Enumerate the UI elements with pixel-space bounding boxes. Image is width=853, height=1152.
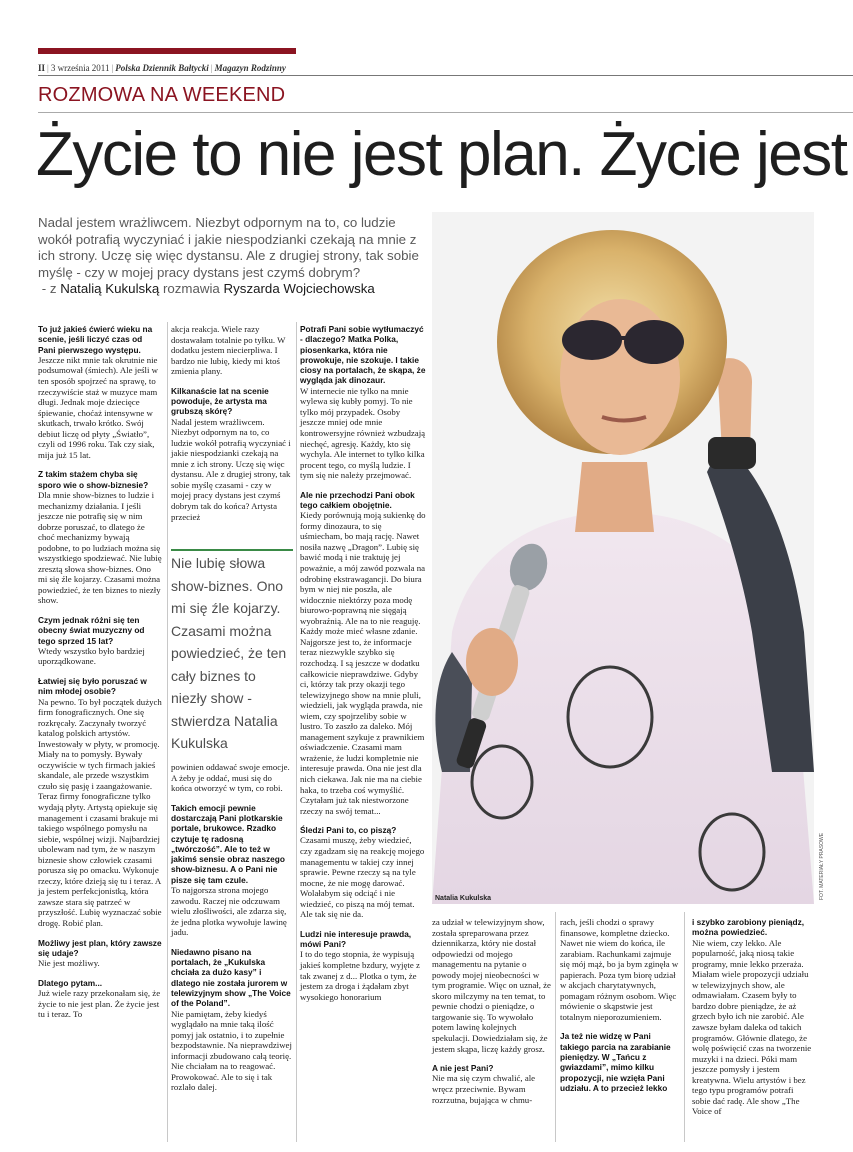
article-column-5	[560, 917, 681, 1093]
question: Takich emocji pewnie dostarczają Pani plotkarskie portale, brukowce. Rzadko czytuje tę radosną „twórczość”. Ale to też w jakimś sensie obraz naszego show-biznesu. A o Pani nie pisze się tam czule.	[171, 802, 285, 885]
answer: Czasami muszę, żeby wiedzieć, czy zgadzam się na reakcję mojego managementu w takiej czy innej sprawie. Pewne rzeczy są na tyle mocne, że nie mogę darować. Wolałabym się odciąć i nie wiedzieć, co piszą na mój temat. Ale tak się nie da.	[300, 835, 425, 920]
author-name: Ryszarda Wojciechowska	[223, 281, 375, 297]
newspaper-name: Polska Dziennik Bałtycki	[115, 63, 209, 73]
portrait-illustration	[432, 212, 814, 904]
answer: Nadal jestem wrażliwcem. Niezbyt odpornym na to, co ludzie wokół potrafią wyczyniać i jakie niespodzianki czekają na mnie z ich strony. Uczę się więc dystansu. Ale z drugiej strony, tak sobie myślę czasami - czy w mojej pracy dystans jest czymś dobrym tak do końca? Artysta przecież	[171, 416, 291, 522]
section-rule	[38, 112, 853, 113]
portrait-photo	[432, 212, 814, 904]
pull-quote-rule	[171, 549, 293, 551]
question: Łatwiej się było poruszać w nim młodej osobie?	[38, 675, 147, 697]
question: Kilkanaście lat na scenie powoduje, że artysta ma grubszą skórę?	[171, 385, 269, 417]
answer: Nie ma się czym chwalić, ale wręcz przeciwnie. Bywam rozrzutna, bujająca w chmu-	[432, 1073, 536, 1105]
column-rule	[296, 322, 297, 1142]
question: i szybko zarobiony pieniądz, można powiedzieć.	[692, 917, 805, 938]
question: To już jakieś ćwierć wieku na scenie, jeśli liczyć czas od Pani pierwszego występu.	[38, 324, 153, 355]
answer: Nie jest możliwy.	[38, 958, 100, 969]
byline: - z Natalią Kukulską rozmawia Ryszarda Wojciechowska	[41, 281, 375, 297]
question: Dlatego pytam...	[38, 977, 103, 988]
top-accent-bar	[38, 48, 296, 54]
question: A nie jest Pani?	[432, 1063, 494, 1074]
photo-credit: FOT. MATERIAŁY PRASOWE	[819, 832, 825, 900]
column-rule	[555, 912, 556, 1142]
magazine-name: Magazyn Rodzinny	[214, 63, 286, 73]
lead-paragraph	[38, 215, 426, 298]
question: Ja też nie widzę w Pani takiego parcia na zarabianie pieniędzy. W „Tańcu z gwiazdami”, mimo kilku propozycji, nie wzięła Pani udziału. A to przecież lekko	[560, 1031, 671, 1093]
answer: rach, jeśli chodzi o sprawy finansowe, kompletne dziecko. Nawet nie wiem do końca, ile zarabiam. Rachunkami zajmuje się mój mąż, bo ja bym zginęła w papierach. Poza tym biorę udział w akcjach charytatywnych, pomagam różnym osobom. Więc mówienie o skąpstwie jest totalnym nieporozumieniem.	[560, 917, 679, 1022]
page-number: II	[38, 63, 46, 73]
photo-caption: Natalia Kukulska	[435, 895, 492, 902]
question: Niedawno pisano na portalach, że „Kukulska chciała za dużo kasy” i dlatego nie została jurorem w telewizyjnym show „The Voice of the Poland”.	[171, 946, 291, 1009]
article-column-4	[432, 917, 552, 1105]
answer: Kiedy porównują moją sukienkę do formy dinozaura, to się uśmiecham, bo mają rację. Nawet nosiła nazwę „Dragon”. Lubię się bawić modą i nie traktuję jej poważnie, a mój zawód pozwala na odrobinę ekstrawagancji. Do biura bym w niej nie poszła, ale widocznie niektórzy poza modę biurowo-poprawną nie sięgają wyobraźnią. Ale na to nie reaguję. Każdy może mieć własne zdanie. Najgorsze jest to, że informacje teraz niezwykle szybko się rozchodzą. I są jeszcze w dodatku całkowicie nieprawdziwe. Gdyby ci, którzy tak przy okazji tego telewizyjnego show na mnie pluli, wiedzieli, jak wygląda prawda, nie wiem, czy spojrzeliby sobie w lustro. To zaszło za daleko. Mój management szykuje z prawnikiem oświadczenie. Czasami mam wrażenie, że ludzi kompletnie nie interesuje prawda. Ona nie jest dla nich ciekawa. Jak nie ma na ciebie haka, to trzeba coś wymyślić. Czytałam już tak niestworzone rzeczy na swój temat...	[300, 510, 426, 816]
answer: powinien oddawać swoje emocje. A żeby je oddać, musi się do końca otworzyć w tym, co robi.	[171, 762, 290, 794]
question: Ale nie przechodzi Pani obok tego całkiem obojętnie.	[300, 489, 415, 510]
article-column-3	[300, 324, 426, 1002]
answer: W internecie nie tylko na mnie wylewa się kubły pomyj. To nie tylko mój przypadek. Osoby jeszcze mniej ode mnie kontrowersyjne również wzbudzają niechęć, agresję. Każdy, kto się wychyla. Ale internet to tylko kilka procent tego, co myślą ludzie. I tym się nie należy przejmować.	[300, 385, 426, 481]
column-rule	[684, 912, 685, 1142]
article-column-2-bottom	[171, 762, 292, 1093]
answer: I to do tego stopnia, że wypisują jakieś kompletne bzdury, wyjęte z tak zwanej z d... Plotka o tym, że jestem za droga i żądałam zbyt wysokiego honorarium	[300, 949, 420, 1002]
answer: za udział w telewizyjnym show, została spreparowana przez dziennikarza, który nie dostał odpowiedzi od mojego managementu na pytanie o powody mojej nieobecności w tym programie. Więc on uznał, że skoro milczymy na ten temat, to pewnie chodzi o pieniądze, o targowanie się. To wywołało potem lawinę kolejnych spekulacji. Dowiedziałam się, że jestem skąpa, liczę każdy grosz.	[432, 917, 551, 1054]
article-column-1	[38, 324, 162, 1020]
lead-text: Nadal jestem wrażliwcem. Niezbyt odpornym na to, co ludzie wokół potrafią wyczyniać i jakie niespodzianki czekają na mnie z ich strony. Uczę się więc dystansu. Ale z drugiej strony, tak sobie myślę - czy w mojej pracy dystans jest czymś dobrym?	[38, 215, 419, 280]
header-rule	[38, 75, 853, 76]
question: Możliwy jest plan, który zawsze się udaje?	[38, 937, 162, 958]
answer: Jeszcze nikt mnie tak okrutnie nie podsumował (śmiech). Ale jeśli w ten sposób spojrzeć na sprawę, to rzeczywiście staż w muzyce mam długi. Jednak moje dziecięce śpiewanie, choćaż intensywne w skutkach, trwało krótko. Swój debiut liczę od płyty „Światło”, czyli od 1996 roku. Tak czy siak, mija już 15 lat.	[38, 354, 158, 460]
answer: Na pewno. To był początek dużych firm fonograficznych. One się rozkręcały. Zaczynały tworzyć katalog polskich artystów. Inwestowały w płyty, w promocję. Miały na to pomysły. Bywały oczywiście w tych firmach jakieś skandale, ale przede wszystkim czuło się pasję i zaangażowanie. Teraz firmy fonograficzne tylko wydają płyty. Artystą opiekuje się management i czasami brakuje mi takiego wspólnego pomysłu na siebie, wspólnej wizji. Najbardziej ubolewam nad tym, że w naszym biznesie show człowiek czasami porusza się po omacku. Wykonuje rzeczy, które dzieją się tu i teraz. A ja jestem perfekcjonistką, która zawsze stara się patrzeć w przyszłość. Lubię wyznaczać sobie drogę. Robić plan.	[38, 696, 162, 929]
answer: Wtedy wszystko było bardziej uporządkowane.	[38, 645, 145, 667]
issue-date: 3 września 2011	[50, 63, 110, 73]
question: Potrafi Pani sobie wytłumaczyć - dlaczego? Matka Polka, piosenkarka, która nie prowokuje, nie szokuje. I takie ciosy na portalach, że skąpa, że wygląda jak dinozaur.	[300, 324, 426, 386]
question: Ludzi nie interesuje prawda, mówi Pani?	[300, 928, 412, 950]
running-header: II | 3 września 2011 | Polska Dziennik Bałtycki | Magazyn Rodzinny	[38, 63, 286, 73]
answer: akcja reakcja. Wiele razy dostawałam totalnie po tyłku. W dodatku jestem niecierpliwa. I bardzo nie lubię, kiedy mi ktoś zmienia plany.	[171, 324, 286, 377]
question: Czym jednak różni się ten obecny świat muzyczny od tego sprzed 15 lat?	[38, 614, 145, 646]
article-column-2-top	[171, 324, 292, 522]
answer: Już wiele razy przekonałam się, że życie to nie jest plan. Że życie jest tu i teraz. To	[38, 988, 161, 1020]
section-label: ROZMOWA NA WEEKEND	[38, 84, 286, 106]
column-rule	[167, 322, 168, 1142]
question: Z takim stażem chyba się sporo wie o show-biznesie?	[38, 469, 149, 490]
answer: To najgorsza strona mojego zawodu. Raczej nie odczuwam wielu złośliwości, ale zdarza się, że jedna plotka wywołuje lawinę jadu.	[171, 885, 287, 938]
pull-quote: Nie lubię słowa show-biznes. Ono mi się źle kojarzy. Czasami można powiedzieć, że ten cały biznes to niezły show - stwierdza Natalia Kukulska	[171, 555, 287, 751]
answer: Nie pamiętam, żeby kiedyś wyglądało na mnie taką ilość pomyj jak ostatnio, i to zupełnie bezpodstawnie. Na nieprawdziwej informacji zbudowano całą teorię. Nie chciałam na to reagować. Prowokować. Ale to się i tak rozlało dalej.	[171, 1008, 292, 1093]
headline: Życie to nie jest plan. Życie jest	[36, 120, 847, 189]
article-column-6	[692, 917, 814, 1117]
question: Śledzi Pani to, co piszą?	[300, 825, 397, 836]
answer: Dla mnie show-biznes to ludzie i mechanizmy działania. I jeśli jeszcze nie potrafię się w nim dobrze poruszać, to dlatego że choć mechanizmy bywają podobne, to po ludziach można się wszystkiego spodziewać. Nie lubię zresztą słowa show-biznes. Ono mi się źle kojarzy. Czasami można powiedzieć, że ten biznes to niezły show.	[38, 489, 162, 606]
interviewee-name: Natalią Kukulską	[60, 281, 160, 297]
answer: Nie wiem, czy lekko. Ale popularność, jaką niosą takie programy, mnie lekko przeraża. Miałam wiele propozycji udziału w telewizyjnych show, ale odmawiałam. Czasem były to bardzo dobre pieniądze, że aż grzech było ich nie zarobić. Ale zawsze byłam daleka od takich programów. Głównie dlatego, że wolę poświęcić czas na tworzenie muzyki i na dzieci. Póki mam jeszcze pomysły i jestem kreatywna. Wielu artystów i bez tego typu programów potrafi sobie dać radę. Ale show „The Voice of	[692, 937, 812, 1117]
